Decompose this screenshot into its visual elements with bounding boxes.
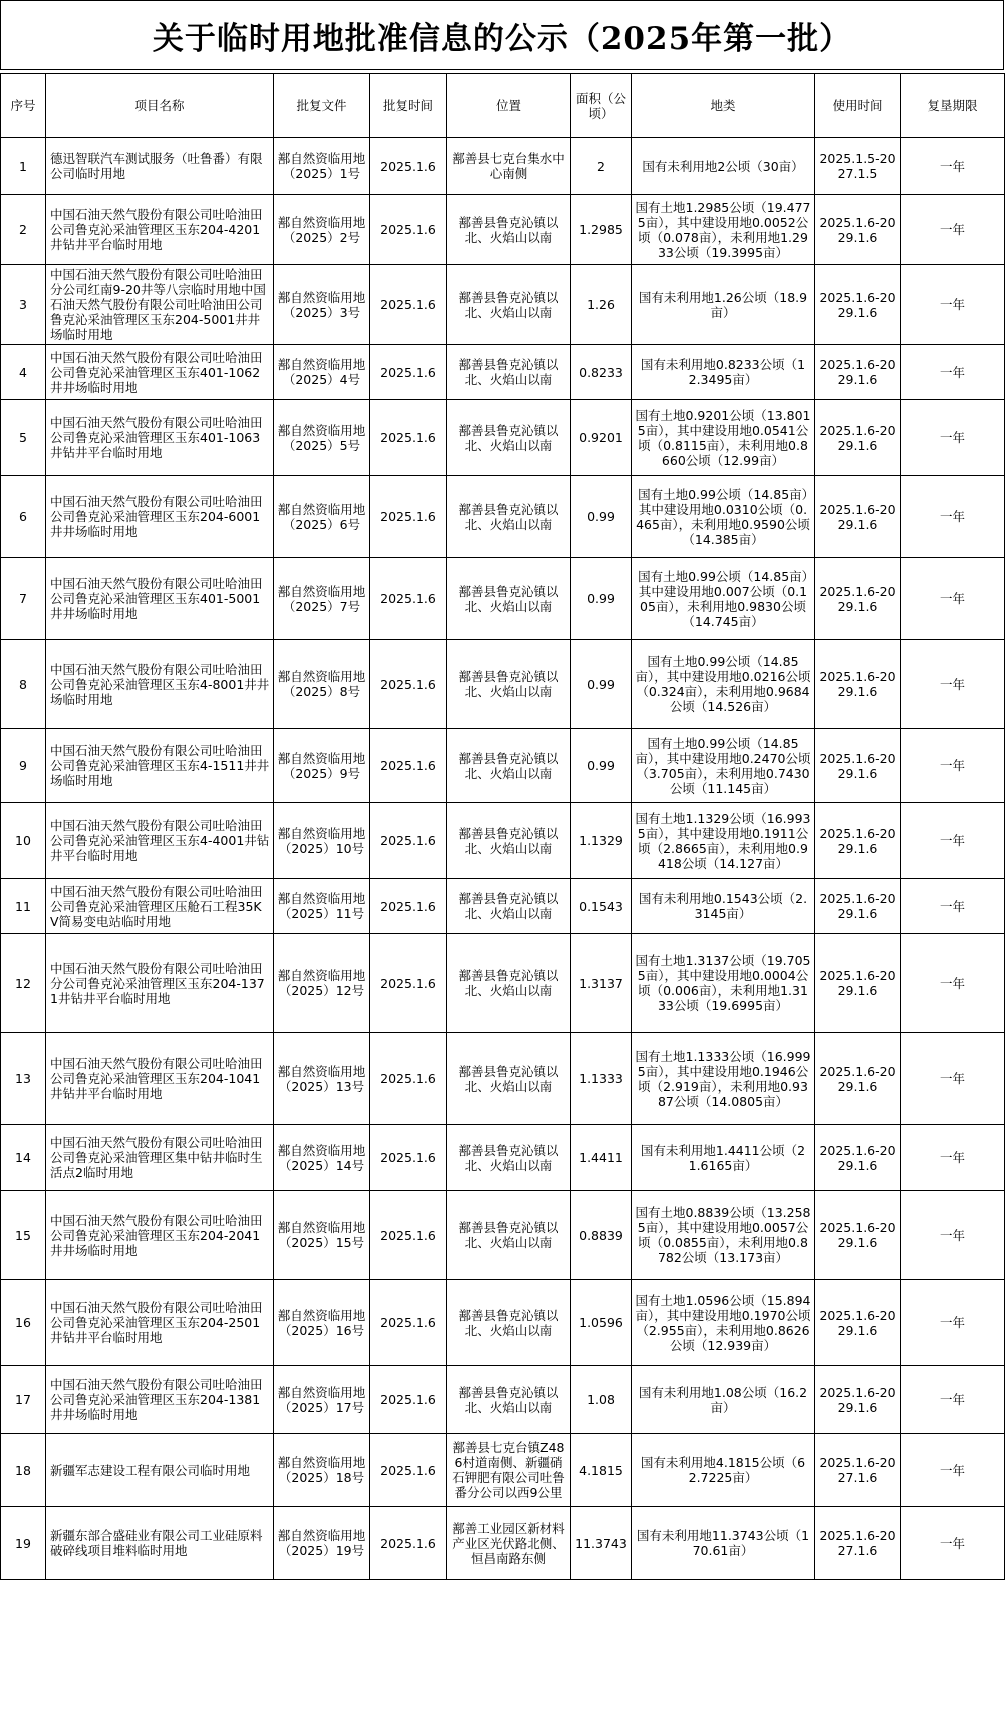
row-restore-period-cell: 一年 bbox=[901, 1191, 1005, 1280]
row-land-type-cell: 国有未利用地1.08公顷（16.2亩） bbox=[632, 1366, 815, 1434]
row-location-cell: 鄯善县七克台镇Z486村道南侧、新疆硝石钾肥有限公司吐鲁番分公司以西9公里 bbox=[447, 1434, 571, 1507]
header-location: 位置 bbox=[447, 74, 571, 138]
row-seq-cell: 16 bbox=[1, 1280, 46, 1366]
row-area-cell: 1.08 bbox=[571, 1366, 632, 1434]
row-approval-date-cell: 2025.1.6 bbox=[370, 879, 447, 934]
row-area-cell: 0.99 bbox=[571, 476, 632, 558]
row-approval-doc-cell: 鄯自然资临用地（2025）8号 bbox=[274, 640, 370, 729]
header-project-name: 项目名称 bbox=[46, 74, 274, 138]
row-area-cell: 1.26 bbox=[571, 265, 632, 345]
row-seq-cell: 9 bbox=[1, 729, 46, 803]
row-restore-period-cell: 一年 bbox=[901, 558, 1005, 640]
table-row bbox=[1, 1434, 1005, 1507]
row-approval-doc-cell: 鄯自然资临用地（2025）10号 bbox=[274, 803, 370, 879]
row-approval-doc-cell: 鄯自然资临用地（2025）11号 bbox=[274, 879, 370, 934]
row-approval-date-cell: 2025.1.6 bbox=[370, 558, 447, 640]
row-use-period-cell: 2025.1.6-2029.1.6 bbox=[815, 934, 901, 1033]
table-row bbox=[1, 1366, 1005, 1434]
row-approval-date-cell: 2025.1.6 bbox=[370, 934, 447, 1033]
row-seq-cell: 13 bbox=[1, 1033, 46, 1125]
row-approval-date-cell: 2025.1.6 bbox=[370, 1434, 447, 1507]
row-seq-cell: 14 bbox=[1, 1125, 46, 1191]
row-land-type-cell: 国有未利用地1.4411公顷（21.6165亩） bbox=[632, 1125, 815, 1191]
row-restore-period-cell: 一年 bbox=[901, 400, 1005, 476]
row-use-period-cell: 2025.1.6-2027.1.6 bbox=[815, 1434, 901, 1507]
row-restore-period-cell: 一年 bbox=[901, 1507, 1005, 1580]
row-location-cell: 鄯善县鲁克沁镇以北、火焰山以南 bbox=[447, 345, 571, 400]
row-area-cell: 2 bbox=[571, 138, 632, 195]
row-approval-date-cell: 2025.1.6 bbox=[370, 1507, 447, 1580]
row-area-cell: 0.8839 bbox=[571, 1191, 632, 1280]
row-land-type-cell: 国有土地0.99公顷（14.85亩），其中建设用地0.2470公顷（3.705亩），未利用地0.7430公顷（11.145亩） bbox=[632, 729, 815, 803]
row-area-cell: 0.9201 bbox=[571, 400, 632, 476]
row-restore-period-cell: 一年 bbox=[901, 934, 1005, 1033]
row-area-cell: 1.1333 bbox=[571, 1033, 632, 1125]
row-land-type-cell: 国有土地0.99公顷（14.85亩），其中建设用地0.0216公顷（0.324亩），未利用地0.9684公顷（14.526亩） bbox=[632, 640, 815, 729]
row-area-cell: 1.1329 bbox=[571, 803, 632, 879]
row-seq-cell: 4 bbox=[1, 345, 46, 400]
row-area-cell: 0.99 bbox=[571, 729, 632, 803]
row-project-name-cell: 中国石油天然气股份有限公司吐哈油田公司鲁克沁采油管理区玉东401-1062井井场临时用地 bbox=[46, 345, 274, 400]
row-use-period-cell: 2025.1.6-2029.1.6 bbox=[815, 1280, 901, 1366]
row-location-cell: 鄯善县鲁克沁镇以北、火焰山以南 bbox=[447, 1366, 571, 1434]
row-approval-date-cell: 2025.1.6 bbox=[370, 138, 447, 195]
row-location-cell: 鄯善县鲁克沁镇以北、火焰山以南 bbox=[447, 265, 571, 345]
table-row bbox=[1, 934, 1005, 1033]
table-row bbox=[1, 138, 1005, 195]
table-row bbox=[1, 400, 1005, 476]
row-seq-cell: 11 bbox=[1, 879, 46, 934]
table-row bbox=[1, 265, 1005, 345]
row-seq-cell: 3 bbox=[1, 265, 46, 345]
row-seq-cell: 17 bbox=[1, 1366, 46, 1434]
row-location-cell: 鄯善县鲁克沁镇以北、火焰山以南 bbox=[447, 558, 571, 640]
row-use-period-cell: 2025.1.6-2029.1.6 bbox=[815, 195, 901, 265]
row-location-cell: 鄯善县鲁克沁镇以北、火焰山以南 bbox=[447, 803, 571, 879]
row-approval-date-cell: 2025.1.6 bbox=[370, 803, 447, 879]
table-row bbox=[1, 558, 1005, 640]
row-approval-date-cell: 2025.1.6 bbox=[370, 476, 447, 558]
row-project-name-cell: 中国石油天然气股份有限公司吐哈油田公司鲁克沁采油管理区玉东4-8001井井场临时用地 bbox=[46, 640, 274, 729]
table-row bbox=[1, 1507, 1005, 1580]
header-land-type: 地类 bbox=[632, 74, 815, 138]
row-seq-cell: 8 bbox=[1, 640, 46, 729]
row-project-name-cell: 中国石油天然气股份有限公司吐哈油田公司鲁克沁采油管理区玉东204-1381井井场临时用地 bbox=[46, 1366, 274, 1434]
row-land-type-cell: 国有土地1.3137公顷（19.7055亩），其中建设用地0.0004公顷（0.006亩），未利用地1.3133公顷（19.6995亩） bbox=[632, 934, 815, 1033]
row-location-cell: 鄯善县鲁克沁镇以北、火焰山以南 bbox=[447, 729, 571, 803]
table-row bbox=[1, 1280, 1005, 1366]
row-approval-date-cell: 2025.1.6 bbox=[370, 345, 447, 400]
row-land-type-cell: 国有土地0.9201公顷（13.8015亩），其中建设用地0.0541公顷（0.8115亩），未利用地0.8660公顷（12.99亩） bbox=[632, 400, 815, 476]
row-project-name-cell: 中国石油天然气股份有限公司吐哈油田公司鲁克沁采油管理区玉东204-2041井井场临时用地 bbox=[46, 1191, 274, 1280]
row-use-period-cell: 2025.1.6-2029.1.6 bbox=[815, 1125, 901, 1191]
header-seq: 序号 bbox=[1, 74, 46, 138]
row-use-period-cell: 2025.1.6-2029.1.6 bbox=[815, 476, 901, 558]
row-restore-period-cell: 一年 bbox=[901, 640, 1005, 729]
row-seq-cell: 12 bbox=[1, 934, 46, 1033]
table-row bbox=[1, 879, 1005, 934]
table-row bbox=[1, 345, 1005, 400]
page-title: 关于临时用地批准信息的公示（2025年第一批） bbox=[0, 0, 1004, 70]
row-approval-date-cell: 2025.1.6 bbox=[370, 640, 447, 729]
row-use-period-cell: 2025.1.6-2029.1.6 bbox=[815, 345, 901, 400]
table-row bbox=[1, 803, 1005, 879]
row-approval-doc-cell: 鄯自然资临用地（2025）2号 bbox=[274, 195, 370, 265]
table-row bbox=[1, 1191, 1005, 1280]
row-project-name-cell: 德迅智联汽车测试服务（吐鲁番）有限公司临时用地 bbox=[46, 138, 274, 195]
row-use-period-cell: 2025.1.6-2029.1.6 bbox=[815, 265, 901, 345]
row-area-cell: 1.4411 bbox=[571, 1125, 632, 1191]
row-approval-doc-cell: 鄯自然资临用地（2025）13号 bbox=[274, 1033, 370, 1125]
row-area-cell: 1.3137 bbox=[571, 934, 632, 1033]
row-approval-doc-cell: 鄯自然资临用地（2025）14号 bbox=[274, 1125, 370, 1191]
row-area-cell: 0.8233 bbox=[571, 345, 632, 400]
row-land-type-cell: 国有土地1.0596公顷（15.894亩），其中建设用地0.1970公顷（2.955亩），未利用地0.8626公顷（12.939亩） bbox=[632, 1280, 815, 1366]
row-project-name-cell: 中国石油天然气股份有限公司吐哈油田公司鲁克沁采油管理区玉东401-5001井井场临时用地 bbox=[46, 558, 274, 640]
row-project-name-cell: 中国石油天然气股份有限公司吐哈油田公司鲁克沁采油管理区玉东401-1063井钻井平台临时用地 bbox=[46, 400, 274, 476]
row-approval-date-cell: 2025.1.6 bbox=[370, 1125, 447, 1191]
table-row bbox=[1, 1125, 1005, 1191]
row-location-cell: 鄯善县鲁克沁镇以北、火焰山以南 bbox=[447, 879, 571, 934]
row-approval-date-cell: 2025.1.6 bbox=[370, 729, 447, 803]
row-project-name-cell: 中国石油天然气股份有限公司吐哈油田公司鲁克沁采油管理区玉东204-6001井井场临时用地 bbox=[46, 476, 274, 558]
row-seq-cell: 15 bbox=[1, 1191, 46, 1280]
row-seq-cell: 1 bbox=[1, 138, 46, 195]
row-land-type-cell: 国有土地0.99公顷（14.85亩）其中建设用地0.007公顷（0.105亩），未利用地0.9830公顷（14.745亩） bbox=[632, 558, 815, 640]
row-land-type-cell: 国有土地0.8839公顷（13.2585亩），其中建设用地0.0057公顷（0.0855亩），未利用地0.8782公顷（13.173亩） bbox=[632, 1191, 815, 1280]
row-approval-date-cell: 2025.1.6 bbox=[370, 1191, 447, 1280]
row-approval-doc-cell: 鄯自然资临用地（2025）3号 bbox=[274, 265, 370, 345]
row-land-type-cell: 国有土地1.1333公顷（16.9995亩），其中建设用地0.1946公顷（2.919亩），未利用地0.9387公顷（14.0805亩） bbox=[632, 1033, 815, 1125]
row-land-type-cell: 国有未利用地2公顷（30亩） bbox=[632, 138, 815, 195]
row-location-cell: 鄯善县鲁克沁镇以北、火焰山以南 bbox=[447, 476, 571, 558]
row-seq-cell: 2 bbox=[1, 195, 46, 265]
table-row bbox=[1, 729, 1005, 803]
row-approval-doc-cell: 鄯自然资临用地（2025）9号 bbox=[274, 729, 370, 803]
row-restore-period-cell: 一年 bbox=[901, 879, 1005, 934]
row-restore-period-cell: 一年 bbox=[901, 1125, 1005, 1191]
row-area-cell: 4.1815 bbox=[571, 1434, 632, 1507]
row-land-type-cell: 国有未利用地4.1815公顷（62.7225亩） bbox=[632, 1434, 815, 1507]
row-restore-period-cell: 一年 bbox=[901, 1033, 1005, 1125]
row-approval-date-cell: 2025.1.6 bbox=[370, 400, 447, 476]
header-approval-doc: 批复文件 bbox=[274, 74, 370, 138]
row-land-type-cell: 国有未利用地1.26公顷（18.9亩） bbox=[632, 265, 815, 345]
row-approval-doc-cell: 鄯自然资临用地（2025）19号 bbox=[274, 1507, 370, 1580]
row-location-cell: 鄯善工业园区新材料产业区光伏路北侧、恒昌南路东侧 bbox=[447, 1507, 571, 1580]
row-area-cell: 11.3743 bbox=[571, 1507, 632, 1580]
row-land-type-cell: 国有未利用地0.1543公顷（2.3145亩） bbox=[632, 879, 815, 934]
row-use-period-cell: 2025.1.6-2029.1.6 bbox=[815, 400, 901, 476]
table-row bbox=[1, 1033, 1005, 1125]
row-seq-cell: 6 bbox=[1, 476, 46, 558]
row-location-cell: 鄯善县鲁克沁镇以北、火焰山以南 bbox=[447, 934, 571, 1033]
row-use-period-cell: 2025.1.6-2029.1.6 bbox=[815, 1366, 901, 1434]
header-restore-period: 复垦期限 bbox=[901, 74, 1005, 138]
row-approval-doc-cell: 鄯自然资临用地（2025）5号 bbox=[274, 400, 370, 476]
row-approval-date-cell: 2025.1.6 bbox=[370, 1280, 447, 1366]
row-location-cell: 鄯善县鲁克沁镇以北、火焰山以南 bbox=[447, 1280, 571, 1366]
row-project-name-cell: 新疆东部合盛硅业有限公司工业硅原料破碎线项目堆料临时用地 bbox=[46, 1507, 274, 1580]
row-location-cell: 鄯善县鲁克沁镇以北、火焰山以南 bbox=[447, 400, 571, 476]
row-land-type-cell: 国有土地1.1329公顷（16.9935亩），其中建设用地0.1911公顷（2.8665亩），未利用地0.9418公顷（14.127亩） bbox=[632, 803, 815, 879]
row-restore-period-cell: 一年 bbox=[901, 1366, 1005, 1434]
row-seq-cell: 19 bbox=[1, 1507, 46, 1580]
row-approval-date-cell: 2025.1.6 bbox=[370, 265, 447, 345]
row-approval-doc-cell: 鄯自然资临用地（2025）17号 bbox=[274, 1366, 370, 1434]
row-project-name-cell: 中国石油天然气股份有限公司吐哈油田公司鲁克沁采油管理区集中钻井临时生活点2临时用地 bbox=[46, 1125, 274, 1191]
row-project-name-cell: 中国石油天然气股份有限公司吐哈油田公司鲁克沁采油管理区玉东4-1511井井场临时用地 bbox=[46, 729, 274, 803]
row-restore-period-cell: 一年 bbox=[901, 345, 1005, 400]
row-approval-date-cell: 2025.1.6 bbox=[370, 1033, 447, 1125]
row-land-type-cell: 国有土地1.2985公顷（19.4775亩），其中建设用地0.0052公顷（0.078亩），未利用地1.2933公顷（19.3995亩） bbox=[632, 195, 815, 265]
row-area-cell: 1.0596 bbox=[571, 1280, 632, 1366]
row-approval-doc-cell: 鄯自然资临用地（2025）7号 bbox=[274, 558, 370, 640]
row-location-cell: 鄯善县鲁克沁镇以北、火焰山以南 bbox=[447, 1125, 571, 1191]
row-land-type-cell: 国有未利用地11.3743公顷（170.61亩） bbox=[632, 1507, 815, 1580]
row-restore-period-cell: 一年 bbox=[901, 803, 1005, 879]
row-restore-period-cell: 一年 bbox=[901, 1280, 1005, 1366]
row-approval-date-cell: 2025.1.6 bbox=[370, 195, 447, 265]
row-restore-period-cell: 一年 bbox=[901, 476, 1005, 558]
row-approval-doc-cell: 鄯自然资临用地（2025）12号 bbox=[274, 934, 370, 1033]
row-area-cell: 1.2985 bbox=[571, 195, 632, 265]
row-land-type-cell: 国有未利用地0.8233公顷（12.3495亩） bbox=[632, 345, 815, 400]
row-project-name-cell: 中国石油天然气股份有限公司吐哈油田分公司鲁克沁采油管理区玉东204-1371井钻井平台临时用地 bbox=[46, 934, 274, 1033]
row-seq-cell: 18 bbox=[1, 1434, 46, 1507]
row-approval-doc-cell: 鄯自然资临用地（2025）15号 bbox=[274, 1191, 370, 1280]
row-restore-period-cell: 一年 bbox=[901, 265, 1005, 345]
approval-table bbox=[0, 73, 1005, 1580]
row-location-cell: 鄯善县鲁克沁镇以北、火焰山以南 bbox=[447, 195, 571, 265]
row-location-cell: 鄯善县鲁克沁镇以北、火焰山以南 bbox=[447, 640, 571, 729]
row-use-period-cell: 2025.1.6-2029.1.6 bbox=[815, 640, 901, 729]
table-row bbox=[1, 640, 1005, 729]
header-row bbox=[1, 74, 1005, 138]
row-area-cell: 0.99 bbox=[571, 640, 632, 729]
row-project-name-cell: 中国石油天然气股份有限公司吐哈油田公司鲁克沁采油管理区玉东204-4201井钻井平台临时用地 bbox=[46, 195, 274, 265]
row-seq-cell: 10 bbox=[1, 803, 46, 879]
row-project-name-cell: 中国石油天然气股份有限公司吐哈油田公司鲁克沁采油管理区压舱石工程35KV简易变电站临时用地 bbox=[46, 879, 274, 934]
row-seq-cell: 7 bbox=[1, 558, 46, 640]
row-project-name-cell: 中国石油天然气股份有限公司吐哈油田公司鲁克沁采油管理区玉东204-2501井钻井平台临时用地 bbox=[46, 1280, 274, 1366]
row-restore-period-cell: 一年 bbox=[901, 195, 1005, 265]
row-approval-doc-cell: 鄯自然资临用地（2025）1号 bbox=[274, 138, 370, 195]
row-project-name-cell: 新疆军志建设工程有限公司临时用地 bbox=[46, 1434, 274, 1507]
row-use-period-cell: 2025.1.5-2027.1.5 bbox=[815, 138, 901, 195]
row-location-cell: 鄯善县鲁克沁镇以北、火焰山以南 bbox=[447, 1033, 571, 1125]
row-use-period-cell: 2025.1.6-2029.1.6 bbox=[815, 729, 901, 803]
row-seq-cell: 5 bbox=[1, 400, 46, 476]
row-restore-period-cell: 一年 bbox=[901, 729, 1005, 803]
table-body bbox=[1, 138, 1005, 1580]
row-approval-doc-cell: 鄯自然资临用地（2025）4号 bbox=[274, 345, 370, 400]
row-approval-doc-cell: 鄯自然资临用地（2025）18号 bbox=[274, 1434, 370, 1507]
row-area-cell: 0.99 bbox=[571, 558, 632, 640]
header-use-period: 使用时间 bbox=[815, 74, 901, 138]
row-project-name-cell: 中国石油天然气股份有限公司吐哈油田公司鲁克沁采油管理区玉东4-4001井钻井平台临时用地 bbox=[46, 803, 274, 879]
row-area-cell: 0.1543 bbox=[571, 879, 632, 934]
row-project-name-cell: 中国石油天然气股份有限公司吐哈油田分公司红南9-20井等八宗临时用地中国石油天然气股份有限公司吐哈油田公司鲁克沁采油管理区玉东204-5001井井场临时用地 bbox=[46, 265, 274, 345]
header-area: 面积（公顷） bbox=[571, 74, 632, 138]
header-approval-date: 批复时间 bbox=[370, 74, 447, 138]
row-use-period-cell: 2025.1.6-2029.1.6 bbox=[815, 1033, 901, 1125]
row-use-period-cell: 2025.1.6-2029.1.6 bbox=[815, 879, 901, 934]
row-location-cell: 鄯善县鲁克沁镇以北、火焰山以南 bbox=[447, 1191, 571, 1280]
row-use-period-cell: 2025.1.6-2027.1.6 bbox=[815, 1507, 901, 1580]
row-approval-date-cell: 2025.1.6 bbox=[370, 1366, 447, 1434]
row-approval-doc-cell: 鄯自然资临用地（2025）6号 bbox=[274, 476, 370, 558]
row-approval-doc-cell: 鄯自然资临用地（2025）16号 bbox=[274, 1280, 370, 1366]
row-use-period-cell: 2025.1.6-2029.1.6 bbox=[815, 803, 901, 879]
row-use-period-cell: 2025.1.6-2029.1.6 bbox=[815, 1191, 901, 1280]
row-restore-period-cell: 一年 bbox=[901, 1434, 1005, 1507]
table-row bbox=[1, 195, 1005, 265]
row-location-cell: 鄯善县七克台集水中心南侧 bbox=[447, 138, 571, 195]
table-row bbox=[1, 476, 1005, 558]
row-restore-period-cell: 一年 bbox=[901, 138, 1005, 195]
row-land-type-cell: 国有土地0.99公顷（14.85亩）其中建设用地0.0310公顷（0.465亩），未利用地0.9590公顷（14.385亩） bbox=[632, 476, 815, 558]
row-use-period-cell: 2025.1.6-2029.1.6 bbox=[815, 558, 901, 640]
row-project-name-cell: 中国石油天然气股份有限公司吐哈油田公司鲁克沁采油管理区玉东204-1041井钻井平台临时用地 bbox=[46, 1033, 274, 1125]
